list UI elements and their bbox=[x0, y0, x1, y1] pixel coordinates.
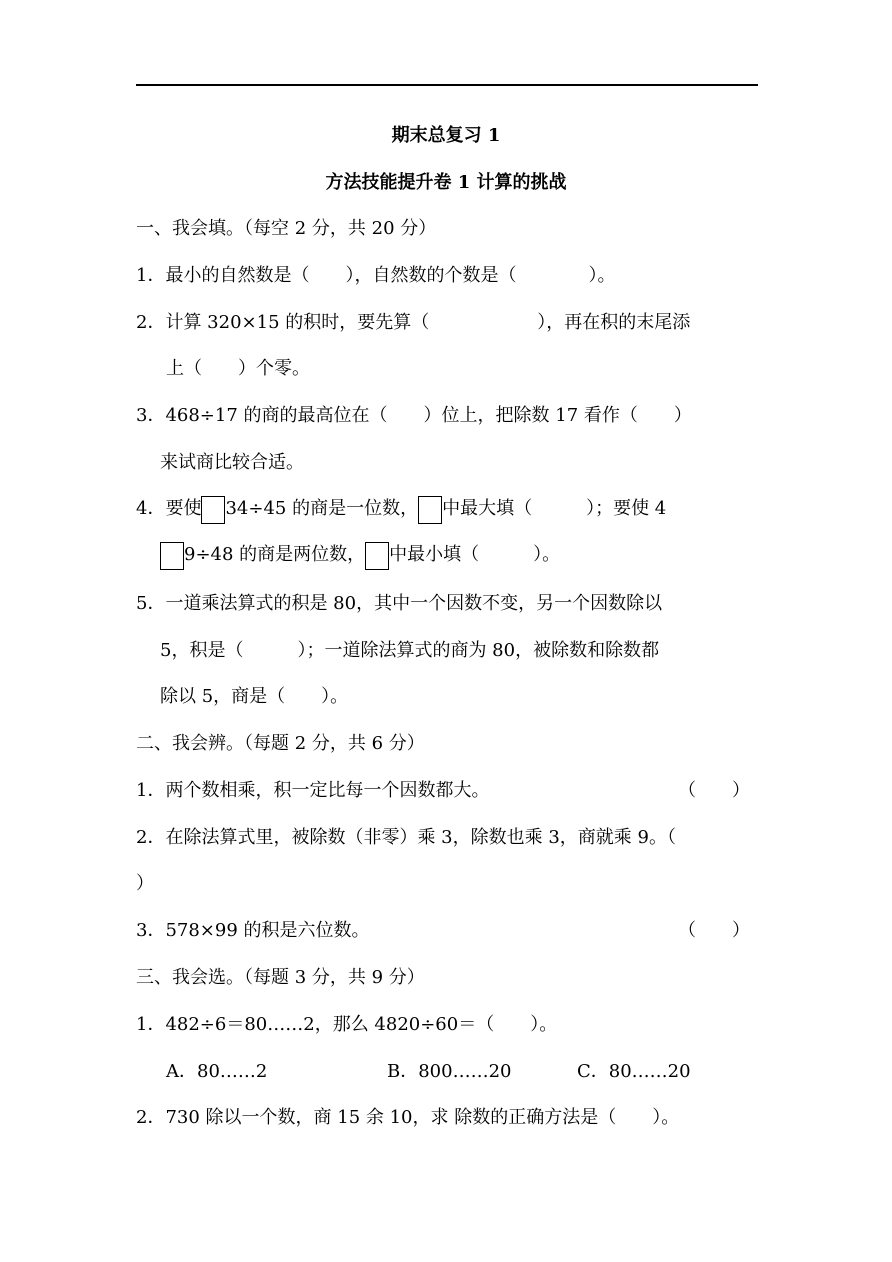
s1-question-5-line3: 除以 5，商是（ ）。 bbox=[160, 686, 349, 707]
digit-box[interactable] bbox=[418, 496, 442, 524]
digit-box[interactable] bbox=[160, 542, 184, 570]
q4-text-a: 4．要使 bbox=[136, 498, 202, 519]
page-subtitle: 方法技能提升卷 1 计算的挑战 bbox=[325, 172, 567, 193]
section3-heading: 三、我会选。（每题 3 分，共 9 分） bbox=[136, 967, 425, 988]
s2-question-3: 3．578×99 的积是六位数。 bbox=[136, 920, 370, 941]
s3-question-2: 2．730 除以一个数，商 15 余 10，求 除数的正确方法是（ ）。 bbox=[136, 1107, 680, 1128]
answer-bracket[interactable]: （ ） bbox=[678, 780, 750, 801]
q4-text-e: 中最小填（ ）。 bbox=[389, 544, 561, 565]
section2-heading: 二、我会辨。（每题 2 分，共 6 分） bbox=[136, 733, 425, 754]
s3-q1-option-c[interactable]: C．80……20 bbox=[577, 1061, 691, 1082]
s1-question-4-line1 bbox=[136, 496, 666, 524]
s3-question-1: 1．482÷6＝80……2，那么 4820÷60＝（ ）。 bbox=[136, 1014, 558, 1035]
section1-heading: 一、我会填。（每空 2 分，共 20 分） bbox=[136, 218, 437, 239]
s2-question-1: 1．两个数相乘，积一定比每一个因数都大。 bbox=[136, 780, 490, 801]
q4-text-b: 34÷45 的商是一位数， bbox=[225, 498, 419, 519]
s1-question-2-line1: 2．计算 320×15 的积时，要先算（ ），再在积的末尾添 bbox=[136, 312, 691, 333]
q4-text-c: 中最大填（ ）；要使 4 bbox=[442, 498, 667, 519]
s1-question-3-line2: 来试商比较合适。 bbox=[160, 452, 304, 473]
s3-q1-option-b[interactable]: B．800……20 bbox=[387, 1061, 512, 1082]
s1-question-1: 1．最小的自然数是（ ），自然数的个数是（ ）。 bbox=[136, 265, 616, 286]
s1-question-3-line1: 3．468÷17 的商的最高位在（ ）位上，把除数 17 看作（ ） bbox=[136, 405, 692, 426]
s3-q1-option-a[interactable]: A．80……2 bbox=[166, 1061, 268, 1082]
s2-question-2-line2: ） bbox=[136, 873, 154, 894]
q4-text-d: 9÷48 的商是两位数， bbox=[184, 544, 366, 565]
s1-question-5-line1: 5．一道乘法算式的积是 80，其中一个因数不变，另一个因数除以 bbox=[136, 593, 663, 614]
digit-box[interactable] bbox=[201, 496, 225, 524]
s2-question-2-line1: 2．在除法算式里，被除数（非零）乘 3，除数也乘 3，商就乘 9。（ bbox=[136, 827, 676, 848]
s1-question-4-line2 bbox=[160, 542, 560, 570]
digit-box[interactable] bbox=[365, 542, 389, 570]
s1-question-2-line2: 上（ ）个零。 bbox=[166, 358, 310, 379]
page-title: 期末总复习 1 bbox=[391, 125, 501, 146]
answer-bracket[interactable]: （ ） bbox=[678, 920, 750, 941]
header-rule bbox=[136, 84, 758, 86]
s1-question-5-line2: 5，积是（ ）；一道除法算式的商为 80，被除数和除数都 bbox=[160, 640, 660, 661]
